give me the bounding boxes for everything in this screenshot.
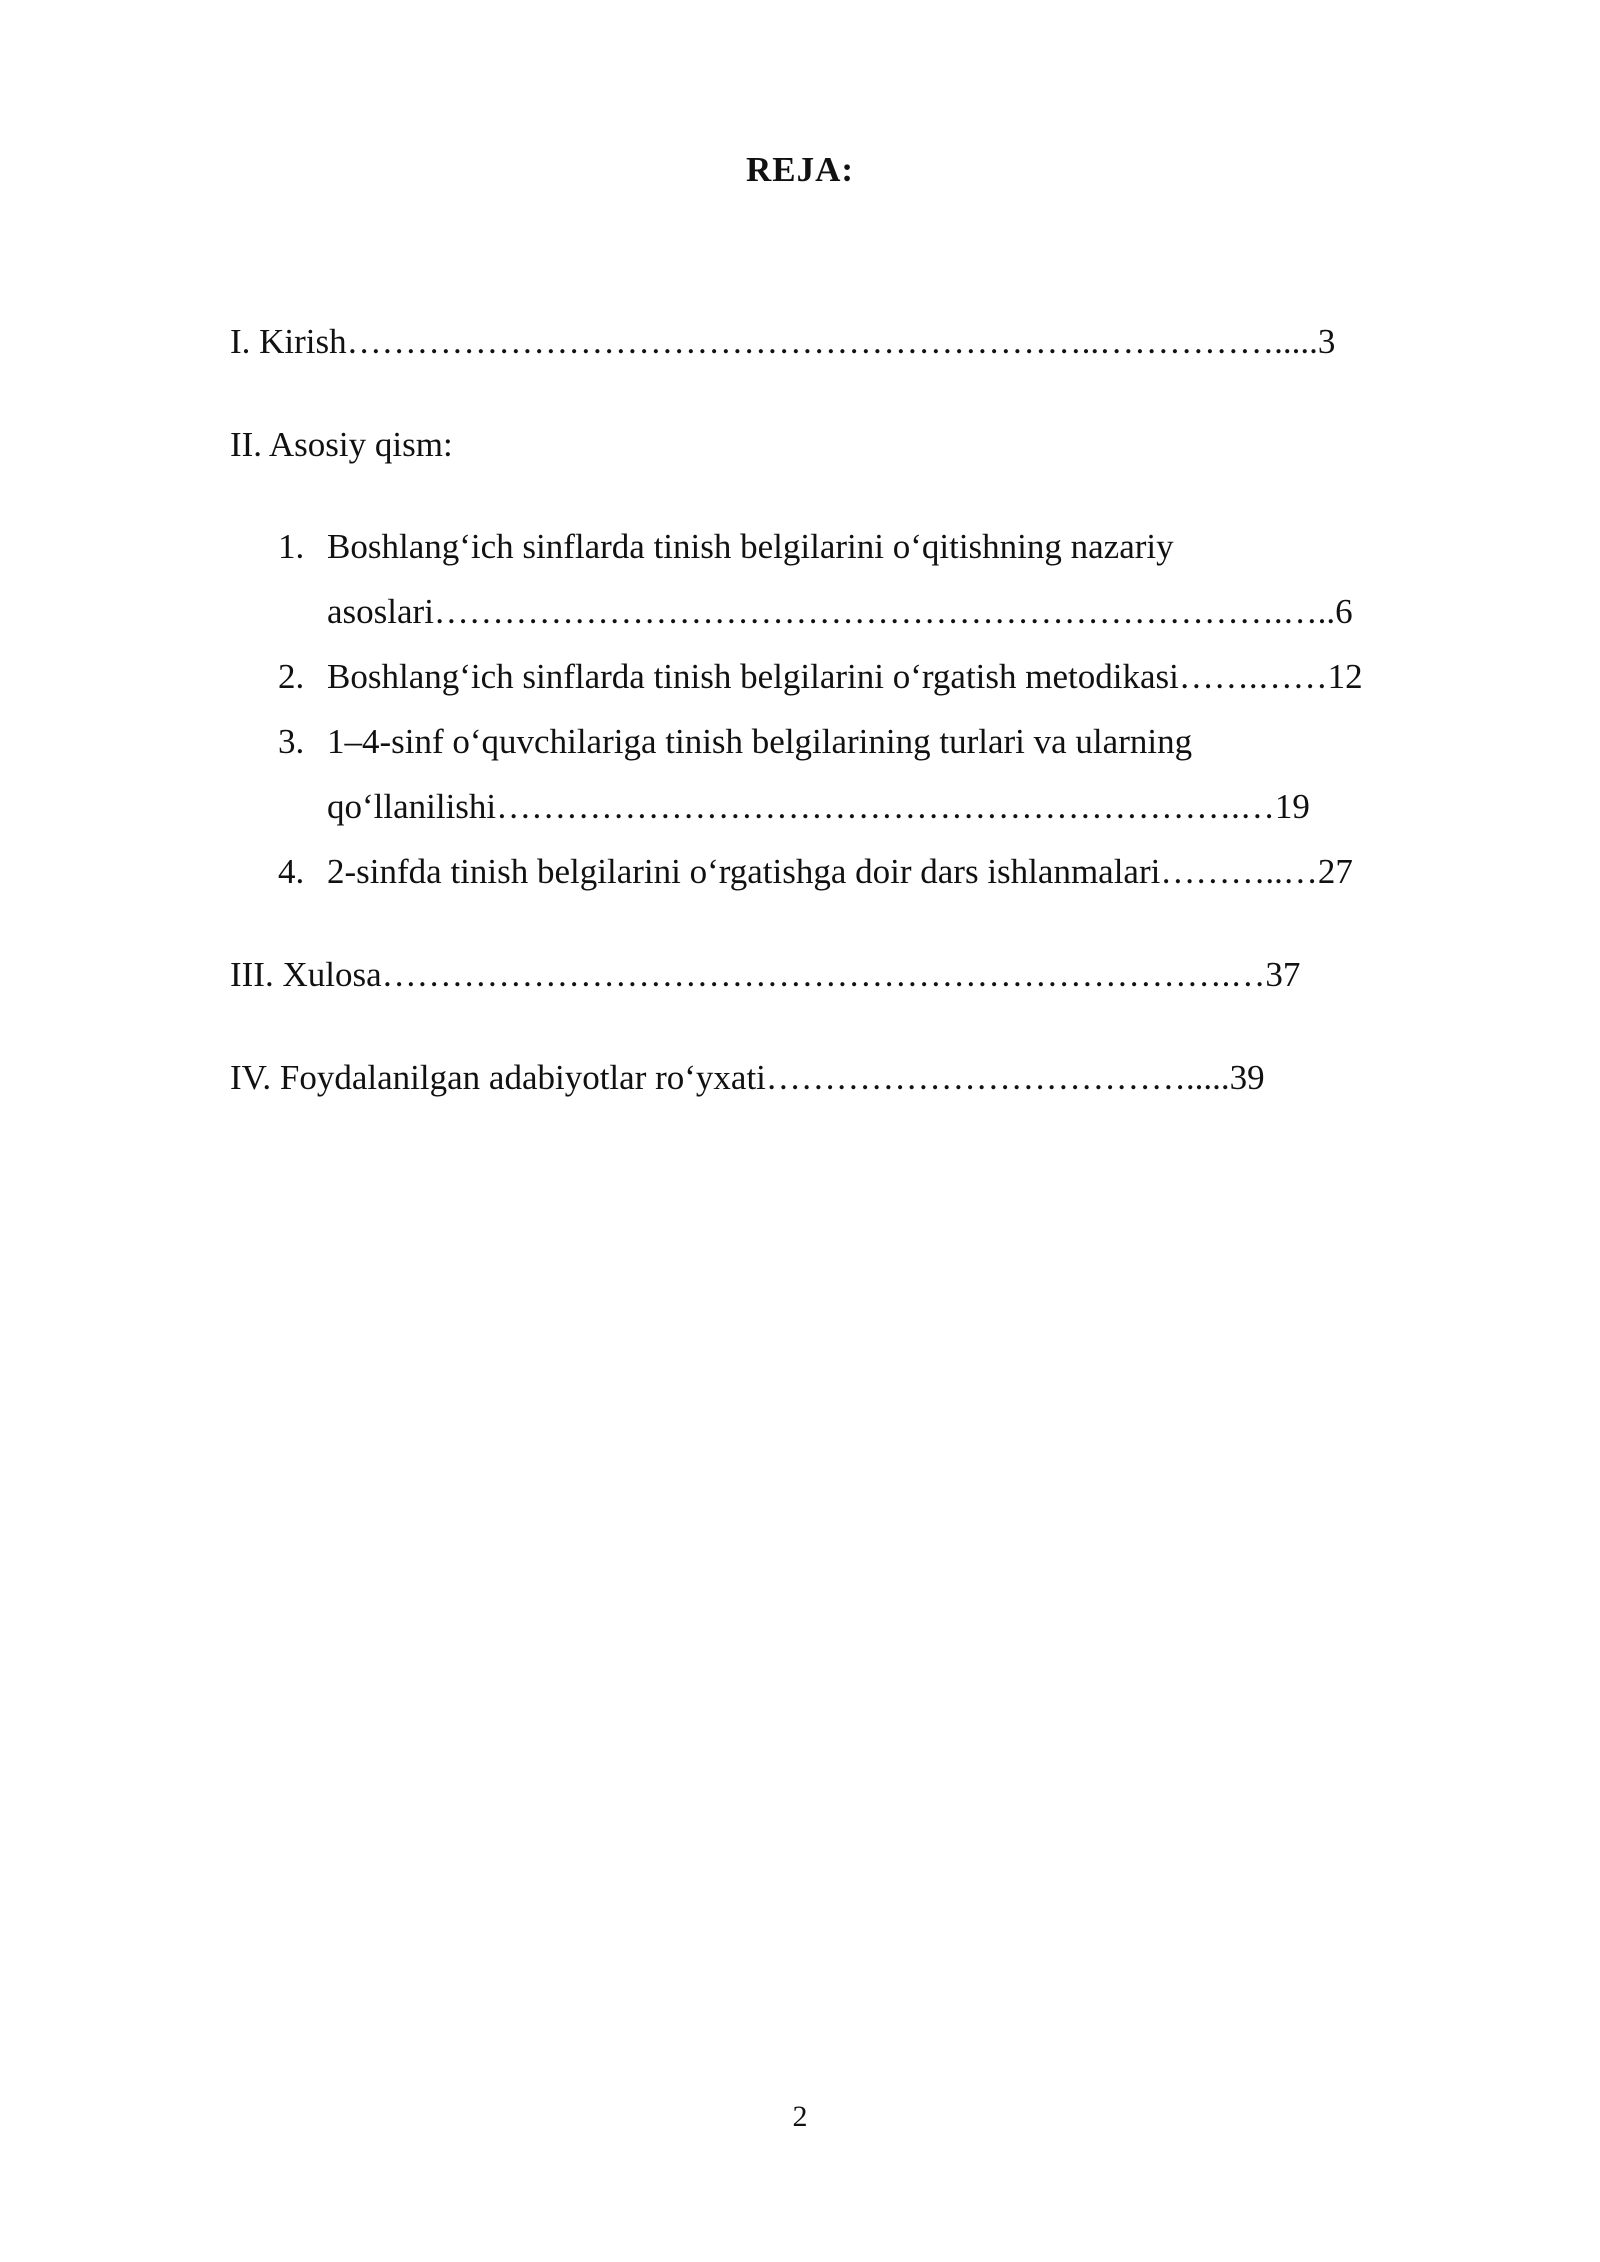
toc-item-title: Boshlang‘ich sinflarda tinish belgilarini o‘rgatish metodikasi…….……12 (327, 657, 1363, 696)
toc-entry-xulosa: III. Xulosa……………………………………………………………….…37 (230, 955, 1301, 994)
toc-item-number: 3. (278, 722, 305, 761)
toc-item-number: 2. (278, 657, 305, 696)
toc-item-number: 1. (278, 527, 305, 566)
toc-item-title-continuation: asoslari……………………………………………………………….…..6 (327, 592, 1353, 631)
toc-item-title: Boshlang‘ich sinflarda tinish belgilarini o‘qitishning nazariy (327, 527, 1174, 566)
toc-entry-kirish: I. Kirish………………………………………………………..…………….....3 (230, 322, 1336, 361)
toc-item-title: 1–4-sinf o‘quvchilariga tinish belgilarining turlari va ularning (327, 722, 1193, 761)
toc-entry-asosiy-qism: II. Asosiy qism: (230, 425, 453, 464)
toc-entry-adabiyotlar: IV. Foydalanilgan adabiyotlar ro‘yxati……………………………….....39 (230, 1058, 1265, 1097)
toc-item-title-continuation: qo‘llanilishi……………………………………………………….…19 (327, 787, 1310, 826)
toc-item-number: 4. (278, 852, 305, 891)
page-number: 2 (792, 2100, 808, 2133)
page-title: REJA: (745, 150, 855, 189)
toc-item-title: 2-sinfda tinish belgilarini o‘rgatishga doir dars ishlanmalari………..…27 (327, 852, 1353, 891)
